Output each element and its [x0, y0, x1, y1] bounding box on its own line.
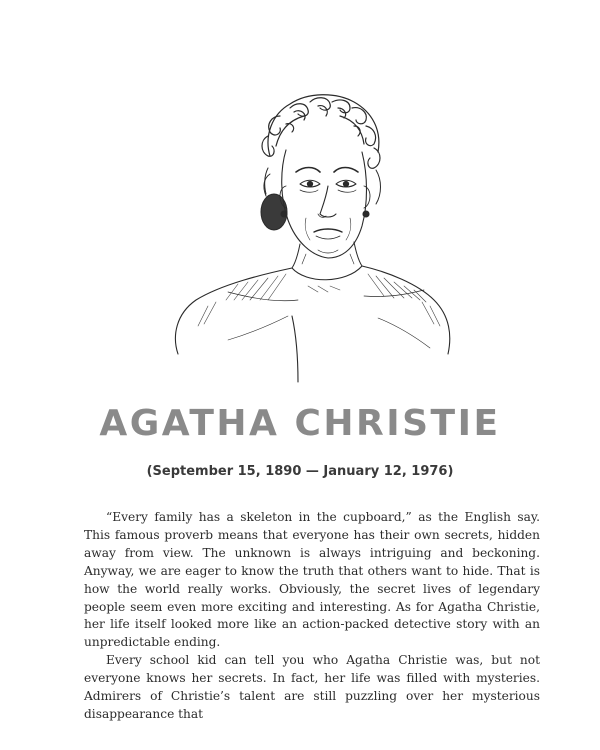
body-paragraph: Every school kid can tell you who Agatha Christie was, but not everyone knows her secrets. In fact, her life was filled with mysteries. Admirers of Christie’s talent are still puzzling over her mysterious disappearance that: [84, 653, 540, 721]
body-paragraph: “Every family has a skeleton in the cupboard,” as the English say. This famous proverb means that everyone has their own secrets, hidden away from view. The unknown is always intriguing and beckoning. Anyway, we are eager to know the truth that others want to hide. That is how the world really works. Obviously, the secret lives of legendary people seem even more exciting and interesting. As for Agatha Christie, her life itself looked more like an action-packed detective story with an unpredictable ending.: [84, 510, 540, 650]
hair: [262, 95, 380, 169]
life-dates: (September 15, 1890 — January 12, 1976): [146, 464, 454, 479]
page-title: AGATHA CHRISTIE: [99, 403, 501, 444]
face: [280, 150, 370, 258]
hair-bun: [261, 168, 381, 230]
dress-shading: [198, 274, 440, 326]
portrait-illustration: [168, 86, 458, 386]
article-body: [84, 509, 540, 724]
dress: [175, 266, 449, 382]
